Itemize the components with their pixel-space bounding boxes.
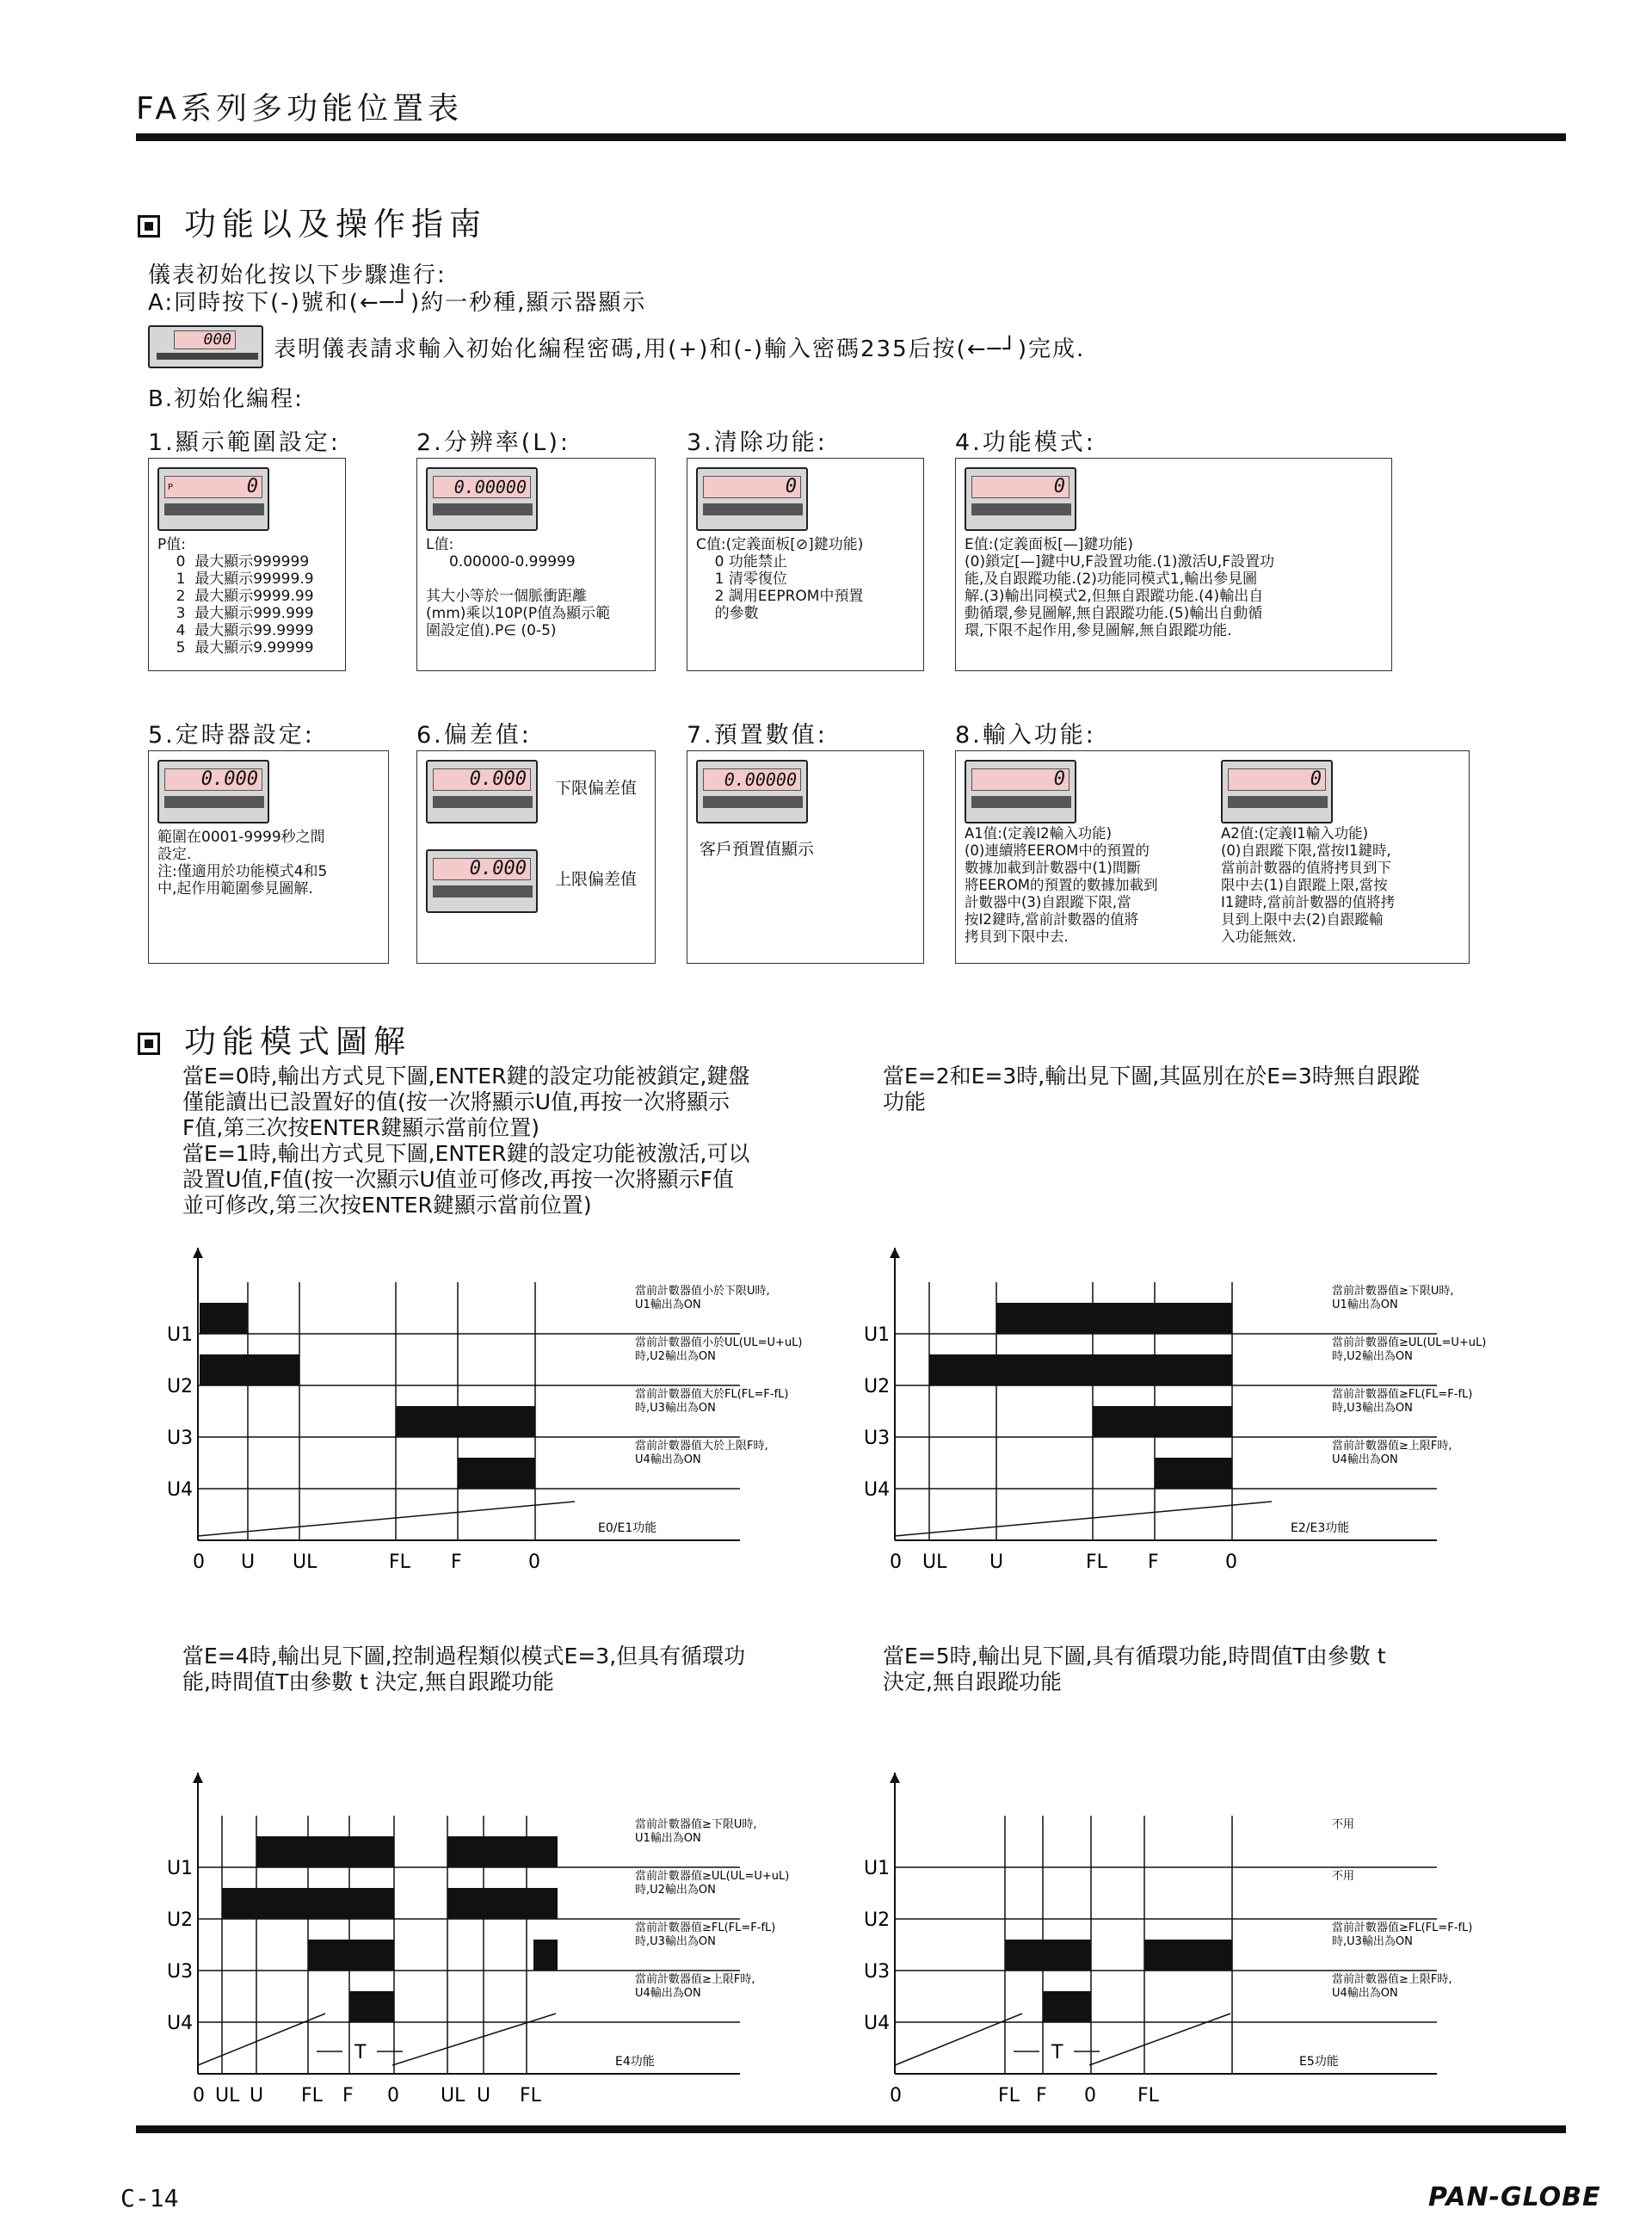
meter-icon-intro bbox=[148, 325, 263, 368]
step5-text: 範圍在0001-9999秒之間 設定. 注:僅適用於功能模式4和5 中,起作用範圍參見圖解. bbox=[157, 829, 328, 898]
annotation-text: U1輸出為ON bbox=[635, 1298, 701, 1311]
annotation-text: U1輸出為ON bbox=[1332, 1298, 1398, 1311]
ramp-line bbox=[198, 2014, 325, 2065]
meter-icon bbox=[965, 467, 1076, 531]
annotation-text: 時,U3輸出為ON bbox=[635, 1402, 716, 1415]
meter-icon bbox=[696, 467, 808, 531]
output-bar bbox=[533, 1940, 558, 1971]
step4-box bbox=[955, 458, 1392, 671]
step5-box bbox=[148, 750, 389, 964]
intro-line4: B.初始化編程: bbox=[148, 386, 304, 412]
step8-box bbox=[955, 750, 1470, 964]
x-tick-label: U bbox=[250, 2085, 264, 2107]
row-label: U4 bbox=[864, 1479, 891, 1501]
x-tick-label: UL bbox=[215, 2085, 240, 2107]
timing-chart-e4 bbox=[155, 1755, 878, 2108]
step3-text: C值:(定義面板[⊘]鍵功能) 0 功能禁止 1 清零復位 2 調用EEPROM中預置 的參數 bbox=[696, 536, 864, 622]
step7-box bbox=[687, 750, 924, 964]
x-tick-label: FL bbox=[1137, 2085, 1159, 2107]
output-bar bbox=[396, 1406, 535, 1437]
timing-chart-e0-e1 bbox=[155, 1231, 878, 1575]
meter-icon bbox=[157, 760, 269, 823]
annotation-text: 時,U3輸出為ON bbox=[635, 1935, 716, 1948]
annotation-text: U4輸出為ON bbox=[635, 1987, 701, 2000]
chart-name: E4功能 bbox=[615, 2055, 655, 2069]
x-tick-label: FL bbox=[301, 2085, 323, 2107]
t-label: T bbox=[354, 2042, 367, 2063]
brand-logo: PAN-GLOBE bbox=[1428, 2182, 1601, 2212]
header-rule bbox=[136, 133, 1566, 141]
step1-heading: 1.顯示範圍設定: bbox=[148, 429, 341, 456]
para-e0-e1: 當E=0時,輸出方式見下圖,ENTER鍵的設定功能被鎖定,鍵盤 僅能讀出已設置好的值(按一次將顯示U值,再按一次將顯示 F值,第三次按ENTER鍵顯示當前位置) 當E=1時,輸出方式見下圖,ENTER鍵的設定功能被激活,可以 設置U值,F值(按一次顯示U值並可修改,再按一次將顯示F值 並可修改,第三次按ENTER鍵顯示當前位置) bbox=[182, 1064, 750, 1218]
step2-heading: 2.分辨率(L): bbox=[416, 429, 570, 456]
x-tick-label: F bbox=[342, 2085, 354, 2107]
ramp-line bbox=[895, 1502, 1272, 1536]
output-bar bbox=[349, 1991, 394, 2022]
step8-heading: 8.輸入功能: bbox=[955, 722, 1096, 749]
annotation-text: 當前計數器值大於FL(FL=F-fL) bbox=[635, 1388, 789, 1401]
annotation-text: 不用 bbox=[1332, 1818, 1355, 1831]
meter-lcd: 0.000 bbox=[433, 768, 531, 791]
row-label: U1 bbox=[864, 1324, 891, 1346]
annotation-text: 當前計數器值≥下限U時, bbox=[1332, 1285, 1454, 1298]
annotation-text: 當前計數器值≥UL(UL=U+uL) bbox=[1332, 1336, 1487, 1349]
annotation-text: 時,U2輸出為ON bbox=[635, 1884, 716, 1897]
meter-icon bbox=[965, 760, 1076, 823]
step6-heading: 6.偏差值: bbox=[416, 722, 532, 749]
annotation-text: 當前計數器值≥UL(UL=U+uL) bbox=[635, 1870, 790, 1883]
row-label: U1 bbox=[167, 1324, 194, 1346]
x-tick-label: 0 bbox=[1084, 2085, 1096, 2107]
output-bar bbox=[1093, 1406, 1232, 1437]
x-tick-label: UL bbox=[441, 2085, 465, 2107]
intro-line1: 儀表初始化按以下步驟進行: bbox=[148, 262, 447, 288]
meter-buttons bbox=[157, 353, 258, 360]
meter-lcd: 0.000 bbox=[164, 768, 262, 791]
meter-buttons bbox=[164, 796, 264, 808]
x-tick-label: F bbox=[1148, 1551, 1159, 1573]
footer-rule bbox=[136, 2125, 1566, 2133]
annotation-text: U1輸出為ON bbox=[635, 1832, 701, 1845]
page-title: FA系列多功能位置表 bbox=[136, 91, 464, 126]
meter-lcd: 0.00000 bbox=[703, 768, 801, 791]
step2-text: L值: 0.00000-0.99999 其大小等於一個脈衝距離 (mm)乘以10P(P值為顯示範 圍設定值).P∈ (0-5) bbox=[426, 536, 611, 639]
annotation-text: 當前計數器值≥上限F時, bbox=[1332, 1973, 1452, 1986]
step8-text-a2: A2值:(定義I1輸入功能) (0)自跟蹤下限,當按I1鍵時, 當前計數器的值將拷貝到下 限中去(1)自跟蹤上限,當按 I1鍵時,當前計數器的值將拷 貝到上限中去(2)自跟蹤輸 入功能無效. bbox=[1221, 825, 1396, 945]
x-tick-label: 0 bbox=[890, 2085, 902, 2107]
square-bullet-icon bbox=[138, 1033, 160, 1055]
x-tick-label: U bbox=[477, 2085, 491, 2107]
output-bar bbox=[1005, 1940, 1091, 1971]
annotation-text: 當前計數器值≥FL(FL=F-fL) bbox=[1332, 1921, 1473, 1934]
output-bar bbox=[996, 1303, 1232, 1334]
x-tick-label: UL bbox=[922, 1551, 947, 1573]
meter-lcd: 0.00000 bbox=[433, 476, 531, 498]
para-e4: 當E=4時,輸出見下圖,控制過程類似模式E=3,但具有循環功 能,時間值T由參數 t 決定,無自跟蹤功能 bbox=[182, 1644, 746, 1694]
annotation-text: 當前計數器值≥上限F時, bbox=[635, 1973, 755, 1986]
row-label: U3 bbox=[167, 1428, 194, 1449]
row-label: U2 bbox=[167, 1909, 194, 1931]
chart-name: E5功能 bbox=[1299, 2055, 1339, 2069]
meter-buttons bbox=[164, 503, 264, 515]
x-tick-label: FL bbox=[389, 1551, 410, 1573]
row-label: U4 bbox=[167, 2013, 194, 2034]
meter-buttons bbox=[703, 503, 803, 515]
annotation-text: 當前計數器值≥上限F時, bbox=[1332, 1440, 1452, 1453]
step3-box bbox=[687, 458, 924, 671]
section-title: 功能模式圖解 bbox=[184, 1023, 411, 1060]
annotation-text: 當前計數器值小於下限U時, bbox=[635, 1285, 770, 1298]
meter-buttons bbox=[703, 796, 803, 808]
annotation-text: 當前計數器值≥FL(FL=F-fL) bbox=[1332, 1388, 1473, 1401]
output-bar bbox=[200, 1354, 299, 1385]
row-label: U2 bbox=[864, 1909, 891, 1931]
chart-name: E0/E1功能 bbox=[598, 1521, 657, 1535]
row-label: U3 bbox=[167, 1961, 194, 1983]
meter-buttons bbox=[433, 885, 533, 898]
step1-text: P值: 0 最大顯示999999 1 最大顯示99999.9 2 最大顯示9999.99 3 最大顯示999.999 4 最大顯示99.9999 5 最大顯示9.99999 bbox=[157, 536, 314, 657]
output-bar bbox=[1155, 1458, 1232, 1489]
x-tick-label: 0 bbox=[193, 1551, 205, 1573]
output-bar bbox=[308, 1940, 394, 1971]
output-bar bbox=[447, 1888, 558, 1919]
row-label: U4 bbox=[864, 2013, 891, 2034]
ramp-line bbox=[1089, 2014, 1230, 2065]
step3-heading: 3.清除功能: bbox=[687, 429, 828, 456]
annotation-text: 時,U2輸出為ON bbox=[1332, 1350, 1413, 1363]
x-tick-label: 0 bbox=[387, 2085, 399, 2107]
annotation-text: 當前計數器值大於上限F時, bbox=[635, 1440, 768, 1453]
ramp-line bbox=[895, 2014, 1022, 2065]
row-label: U1 bbox=[167, 1858, 194, 1879]
lcd-prefix: P bbox=[168, 483, 174, 492]
step1-box bbox=[148, 458, 346, 671]
intro-line3: 表明儀表請求輸入初始化編程密碼,用(+)和(-)輸入密碼235后按(←─┘)完成. bbox=[274, 336, 1086, 362]
meter-lcd: 0 bbox=[164, 476, 262, 498]
step7-text: 客戶預置值顯示 bbox=[700, 840, 815, 859]
output-bar bbox=[1043, 1991, 1091, 2022]
meter-buttons bbox=[971, 503, 1071, 515]
annotation-text: U4輸出為ON bbox=[1332, 1987, 1398, 2000]
row-label: U3 bbox=[864, 1428, 891, 1449]
x-tick-label: U bbox=[989, 1551, 1004, 1573]
row-label: U3 bbox=[864, 1961, 891, 1983]
output-bar bbox=[200, 1303, 248, 1334]
x-tick-label: F bbox=[1036, 2085, 1047, 2107]
timing-chart-e5 bbox=[852, 1755, 1557, 2108]
square-bullet-icon bbox=[138, 215, 160, 237]
para-e2-e3: 當E=2和E=3時,輸出見下圖,其區別在於E=3時無自跟蹤 功能 bbox=[883, 1064, 1420, 1114]
x-tick-label: F bbox=[451, 1551, 462, 1573]
annotation-text: 當前計數器值≥下限U時, bbox=[635, 1818, 757, 1831]
meter-lcd: 000 bbox=[174, 330, 236, 349]
axis-arrow-icon bbox=[890, 1773, 900, 1783]
timing-chart-e2-e3 bbox=[852, 1231, 1557, 1575]
meter-icon bbox=[426, 467, 538, 531]
x-tick-label: 0 bbox=[193, 2085, 205, 2107]
step7-heading: 7.預置數值: bbox=[687, 722, 828, 749]
meter-icon bbox=[426, 849, 538, 913]
ramp-line bbox=[392, 2014, 556, 2065]
output-bar bbox=[447, 1836, 558, 1867]
upper-deviation-label: 上限偏差值 bbox=[555, 870, 638, 889]
section-heading-diagrams bbox=[138, 1015, 411, 1062]
t-label: T bbox=[1051, 2042, 1063, 2063]
annotation-text: 當前計數器值≥FL(FL=F-fL) bbox=[635, 1921, 776, 1934]
annotation-text: 不用 bbox=[1332, 1870, 1355, 1883]
annotation-text: 時,U3輸出為ON bbox=[1332, 1402, 1413, 1415]
ramp-line bbox=[198, 1502, 575, 1536]
step4-text: E值:(定義面板[—]鍵功能) (0)鎖定[—]鍵中U,F設置功能.(1)激活U,F設置功 能,及自跟蹤功能.(2)功能同模式1,輸出參見圖 解.(3)輸出同模式2,但無自跟蹤功能.(4)輸出自 動循環,參見圖解,無自跟蹤功能.(5)輸出自動循 環,下限不起作用,參見圖解,無自跟蹤功能. bbox=[965, 536, 1275, 639]
page-number: C-14 bbox=[120, 2184, 179, 2212]
meter-lcd: 0.000 bbox=[433, 858, 531, 880]
meter-buttons bbox=[433, 503, 533, 515]
section-heading-guide bbox=[138, 198, 487, 244]
meter-lcd: 0 bbox=[971, 768, 1069, 791]
x-tick-label: FL bbox=[1086, 1551, 1107, 1573]
meter-icon bbox=[696, 760, 808, 823]
axis-arrow-icon bbox=[193, 1248, 203, 1258]
annotation-text: 時,U3輸出為ON bbox=[1332, 1935, 1413, 1948]
annotation-text: 時,U2輸出為ON bbox=[635, 1350, 716, 1363]
step8-text-a1: A1值:(定義I2輸入功能) (0)連續將EEROM中的預置的 數據加載到計數器中(1)間斷 將EEROM的預置的數據加載到 計數器中(3)自跟蹤下限,當 按I2鍵時,當前計數器的值將 拷貝到下限中去. bbox=[965, 825, 1158, 945]
x-tick-label: UL bbox=[293, 1551, 317, 1573]
step2-box bbox=[416, 458, 656, 671]
output-bar bbox=[222, 1888, 394, 1919]
axis-arrow-icon bbox=[890, 1248, 900, 1258]
meter-lcd: 0 bbox=[703, 476, 801, 498]
lower-deviation-label: 下限偏差值 bbox=[555, 779, 638, 798]
section-title: 功能以及操作指南 bbox=[184, 206, 487, 243]
output-bar bbox=[929, 1354, 1232, 1385]
x-tick-label: 0 bbox=[528, 1551, 540, 1573]
meter-buttons bbox=[433, 796, 533, 808]
row-label: U1 bbox=[864, 1858, 891, 1879]
meter-icon bbox=[157, 467, 269, 531]
para-e5: 當E=5時,輸出見下圖,具有循環功能,時間值T由參數 t 決定,無自跟蹤功能 bbox=[883, 1644, 1386, 1694]
annotation-text: U4輸出為ON bbox=[1332, 1453, 1398, 1466]
output-bar bbox=[1144, 1940, 1232, 1971]
annotation-text: 當前計數器值小於UL(UL=U+uL) bbox=[635, 1336, 803, 1349]
x-tick-label: U bbox=[241, 1551, 256, 1573]
meter-buttons bbox=[971, 796, 1071, 808]
meter-icon bbox=[426, 760, 538, 823]
meter-icon bbox=[1221, 760, 1333, 823]
axis-arrow-icon bbox=[193, 1773, 203, 1783]
meter-lcd: 0 bbox=[971, 476, 1069, 498]
x-tick-label: FL bbox=[520, 2085, 541, 2107]
chart-name: E2/E3功能 bbox=[1291, 1521, 1350, 1535]
x-tick-label: 0 bbox=[890, 1551, 902, 1573]
x-tick-label: 0 bbox=[1225, 1551, 1237, 1573]
step4-heading: 4.功能模式: bbox=[955, 429, 1096, 456]
row-label: U2 bbox=[864, 1376, 891, 1397]
output-bar bbox=[256, 1836, 394, 1867]
intro-line2: A:同時按下(-)號和(←─┘)約一秒種,顯示器顯示 bbox=[148, 290, 647, 316]
step5-heading: 5.定時器設定: bbox=[148, 722, 315, 749]
meter-lcd: 0 bbox=[1228, 768, 1326, 791]
annotation-text: U4輸出為ON bbox=[635, 1453, 701, 1466]
row-label: U2 bbox=[167, 1376, 194, 1397]
row-label: U4 bbox=[167, 1479, 194, 1501]
output-bar bbox=[458, 1458, 535, 1489]
meter-buttons bbox=[1228, 796, 1328, 808]
x-tick-label: FL bbox=[998, 2085, 1020, 2107]
step6-box bbox=[416, 750, 656, 964]
